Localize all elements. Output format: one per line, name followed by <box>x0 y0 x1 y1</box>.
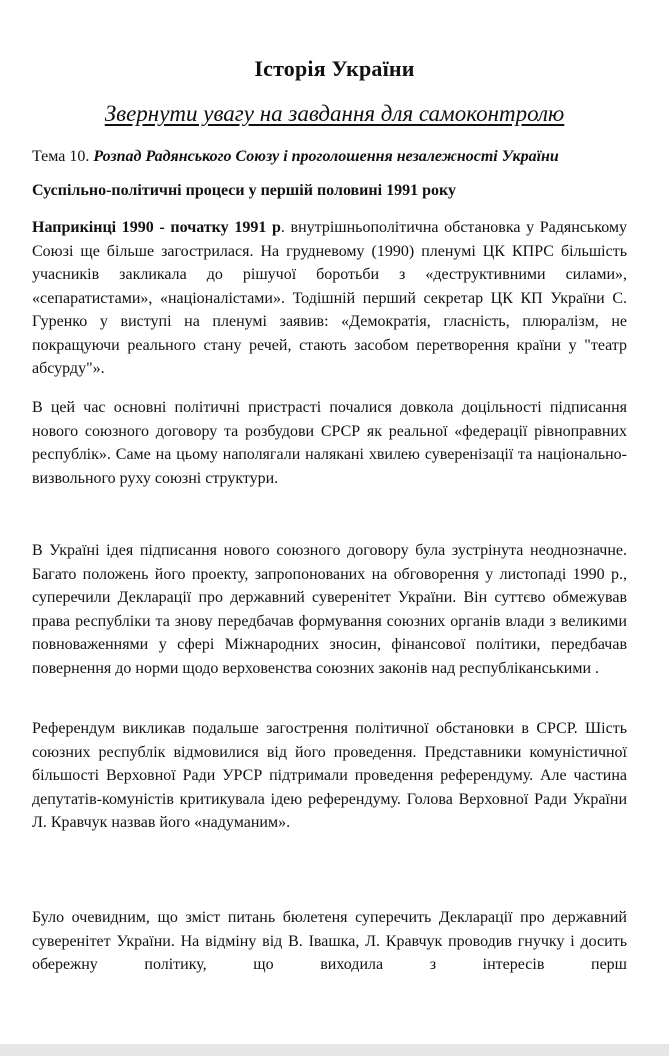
paragraph: В Україні ідея підписання нового союзного договору була зустрінута неоднозначне. Багато положень його проекту, запропонованих на обговорення у листопаді 1990 р., суперечили Декларації про державний суверенітет України. Він суттєво обмежував права республіки та знову передбачав формування союзних органів влади з великими повноваженнями у сфері Міжнародних зносин, фінансової політики, передбачав повернення до норми щодо верховенства союзних законів над республіканськими . <box>32 542 627 677</box>
topic-prefix: Тема 10. <box>32 148 90 165</box>
paragraph: Референдум викликав подальше загострення політичної обстановки в СРСР. Шість союзних республік відмовилися від його проведення. Представники комуністичної більшості Верховної Ради УРСР підтримали проведення референдуму. Але частина депутатів-комуністів критикувала ідею референдуму. Голова Верховної Ради України Л. Кравчук назвав його «надуманим». <box>32 720 627 831</box>
page-subtitle: Звернути увагу на завдання для самоконтролю <box>104 101 565 126</box>
topic-line <box>32 148 642 166</box>
topic-title: Розпад Радянського Союзу і проголошення незалежності України <box>93 148 559 165</box>
section-heading: Суспільно-політичні процеси у першій половині 1991 року <box>32 182 456 199</box>
paragraph <box>32 216 627 381</box>
paragraph-text: . внутрішньополітична обстановка у Радянському Союзі ще більше загострилася. На грудневому (1990) пленумі ЦК КПРС більшість учасників закликала до рішучої боротьби з «деструктивними силами», «сепаратистами», «націоналістами». Тодішній перший секретар ЦК КП України С. Гуренко у виступі на пленумі заявив: «Демократія, гласність, плюралізм, не покращуючи реального стану речей, стають засобом перетворення країни у "театр абсурду"». <box>32 219 628 377</box>
paragraph: В цей час основні політичні пристрасті почалися довкола доцільності підписання нового союзного договору та розбудови СРСР як реальної «федерації рівноправних республік». Саме на цьому наполягали налякані хвилею суверенізації та національно-визвольного руху союзні структури. <box>32 399 627 487</box>
paragraph-lead: Наприкінці 1990 - початку 1991 р <box>32 219 281 236</box>
page-bottom-edge <box>0 1044 669 1056</box>
paragraph: Було очевидним, що зміст питань бюлетеня суперечить Декларації про державний суверенітет України. На відміну від В. Івашка, Л. Кравчук проводив гнучку і досить обережну політику, що виходила з інтересів перш <box>32 909 627 973</box>
page-title: Історія України <box>254 56 415 81</box>
